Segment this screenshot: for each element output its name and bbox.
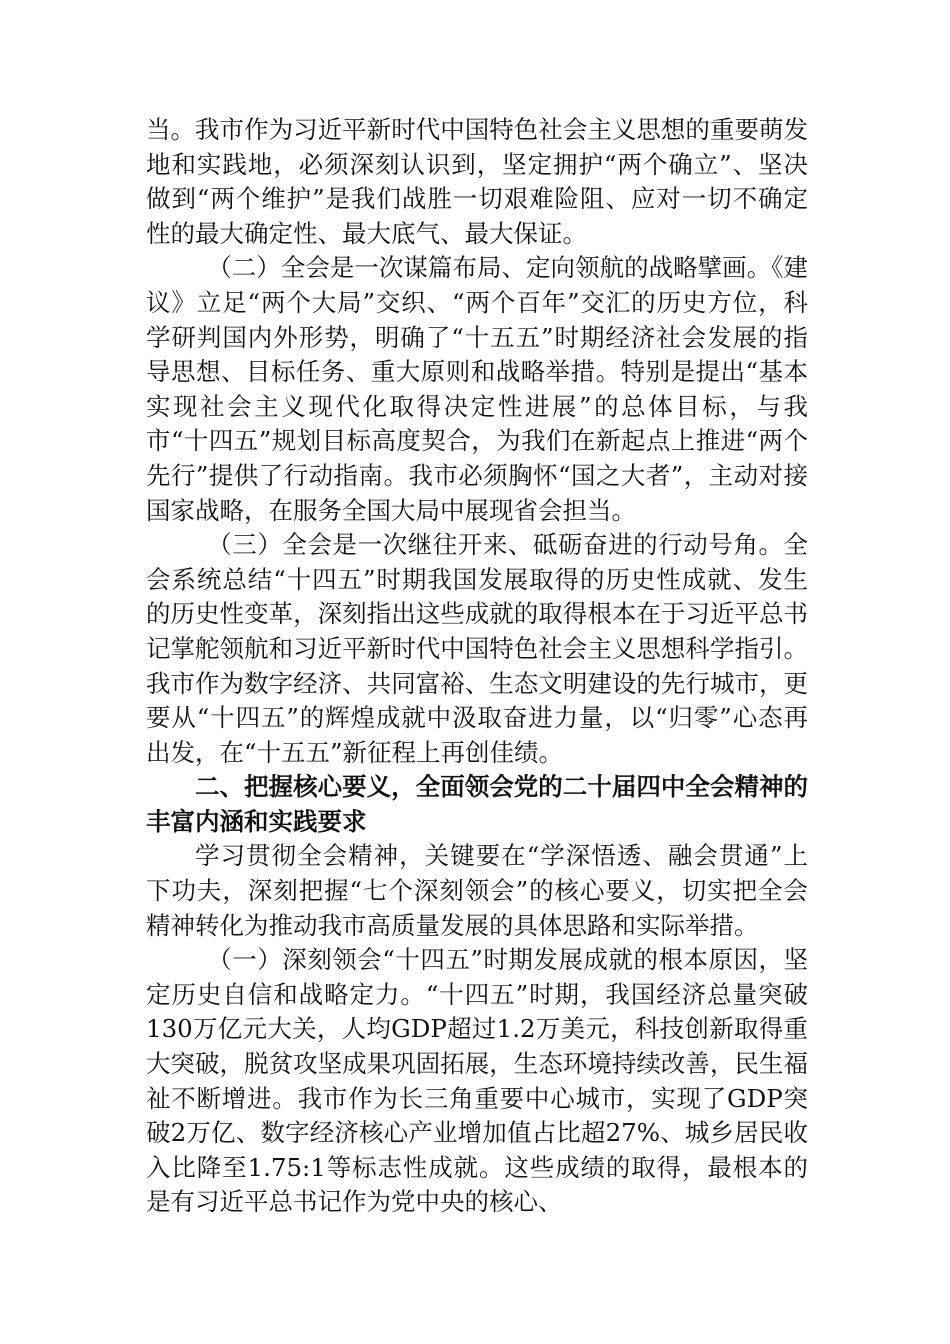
paragraph-intro: 学习贯彻全会精神，关键要在“学深悟透、融会贯通”上下功夫，深刻把握“七个深刻领会”的核心要义，切实把全会精神转化为推动我市高质量发展的具体思路和实际举措。 [146,841,808,940]
document-body [146,113,808,1220]
section-heading: 二、把握核心要义，全面领会党的二十届四中全会精神的丰富内涵和实践要求 [146,772,808,836]
paragraph-section-three: （三）全会是一次继往开来、砥砺奋进的行动号角。全会系统总结“十四五”时期我国发展取得的历史性成就、发生的历史性变革，深刻指出这些成就的取得根本在于习近平总书记掌舵领航和习近平新时代中国特色社会主义思想科学指引。我市作为数字经济、共同富裕、生态文明建设的先行城市，更要从“十四五”的辉煌成就中汲取奋进力量，以“归零”心态再出发，在“十五五”新征程上再创佳绩。 [146,530,808,767]
paragraph-continuation: 当。我市作为习近平新时代中国特色社会主义思想的重要萌发地和实践地，必须深刻认识到，坚定拥护“两个确立”、坚决做到“两个维护”是我们战胜一切艰难险阻、应对一切不确定性的最大确定性、最大底气、最大保证。 [146,115,808,248]
paragraph-section-one: （一）深刻领会“十四五”时期发展成就的根本原因，坚定历史自信和战略定力。“十四五”时期，我国经济总量突破130万亿元大关，人均GDP超过1.2万美元，科技创新取得重大突破，脱贫攻坚成果巩固拓展，生态环境持续改善，民生福祉不断增进。我市作为长三角重要中心城市，实现了GDP突破2万亿、数字经济核心产业增加值占比超27%、城乡居民收入比降至1.75:1等标志性成就。这些成绩的取得，最根本的是有习近平总书记作为党中央的核心、 [146,945,808,1217]
paragraph-section-two: （二）全会是一次谋篇布局、定向领航的战略擘画。《建议》立足“两个大局”交织、“两个百年”交汇的历史方位，科学研判国内外形势，明确了“十五五”时期经济社会发展的指导思想、目标任务、重大原则和战略举措。特别是提出“基本实现社会主义现代化取得决定性进展”的总体目标，与我市“十四五”规划目标高度契合，为我们在新起点上推进“两个先行”提供了行动指南。我市必须胸怀“国之大者”，主动对接国家战略，在服务全国大局中展现省会担当。 [146,253,808,525]
